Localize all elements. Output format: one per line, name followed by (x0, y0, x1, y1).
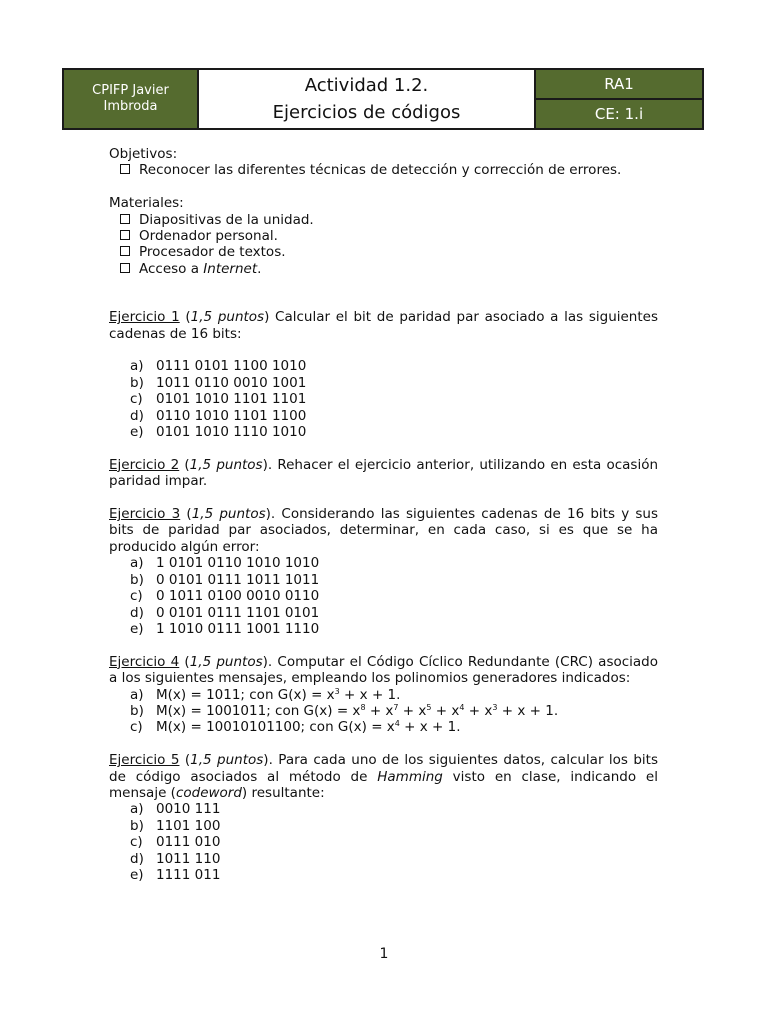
objetivos-item: Reconocer las diferentes técnicas de detección y corrección de errores. (109, 162, 658, 178)
list-item: e) 0101 1010 1110 1010 (130, 424, 307, 441)
institution-cell (64, 70, 199, 128)
materiales-item: Acceso a Internet. (109, 261, 658, 277)
list-item: b) 1011 0110 0010 1001 (130, 374, 307, 391)
checkbox-bullet-icon (120, 230, 130, 240)
checkbox-bullet-icon (120, 246, 130, 256)
objetivos-heading: Objetivos: (109, 146, 178, 162)
document-title: Actividad 1.2. (304, 75, 429, 96)
list-item: e) 1 1010 0111 1001 1110 (130, 620, 320, 637)
exercise-5: Ejercicio 5 (1,5 puntos). Para cada uno de los siguientes datos, calcular los bits de código asociados al método de Hamming visto en clase, indicando el mensaje (codeword) resultante: (109, 752, 659, 801)
materiales-heading: Materiales: (109, 195, 184, 212)
exercise-3-points: 1,5 puntos (191, 506, 266, 523)
list-item: d) 0 0101 0111 1101 0101 (130, 604, 320, 621)
exercise-2-points: 1,5 puntos (189, 456, 263, 473)
list-item: a) 1 0101 0110 1010 1010 (130, 555, 320, 572)
list-item: b) 1101 100 (130, 817, 221, 834)
exercise-2-label: Ejercicio 2 (109, 456, 180, 473)
list-item: c) 0 1011 0100 0010 0110 (130, 588, 320, 605)
exercise-5-points: 1,5 puntos (190, 752, 264, 769)
exercise-3-label: Ejercicio 3 (109, 506, 181, 523)
checkbox-bullet-icon (120, 263, 130, 273)
list-item: c) 0111 010 (130, 834, 221, 851)
exercise-4-points: 1,5 puntos (189, 653, 263, 670)
checkbox-bullet-icon (120, 214, 130, 224)
list-item: d) 1011 110 (130, 850, 221, 867)
exercise-4: Ejercicio 4 (1,5 puntos). Computar el Código Cíclico Redundante (CRC) asociado a los siguientes mensajes, empleando los polinomios generadores indicados: (109, 653, 659, 687)
list-item: a) 0111 0101 1100 1010 (130, 358, 307, 375)
exercise-1: Ejercicio 1 (1,5 puntos) Calcular el bit de paridad par asociado a las siguientes cadenas de 16 bits: (109, 309, 658, 342)
document-body (109, 146, 658, 883)
list-item: a) 0010 111 (130, 801, 221, 818)
criteria-cell (536, 70, 702, 128)
exercise-1-label: Ejercicio 1 (109, 309, 180, 326)
list-item: c) M(x) = 10010101100; con $G(x) = x^4 + x + 1$. (130, 719, 461, 736)
exercise-1-points: 1,5 puntos (190, 309, 265, 326)
document-header (62, 68, 704, 130)
checkbox-bullet-icon (120, 164, 130, 174)
exercise-3: Ejercicio 3 (1,5 puntos). Considerando las siguientes cadenas de 16 bits y sus bits de paridad par asociados, determinar, en cada caso, si es que se ha producido algún error: (109, 506, 659, 555)
institution-name-line1: CPIFP Javier (92, 83, 169, 98)
list-item: a) M(x) = 1011; con $G(x) = x^3 + x + 1$. (130, 686, 401, 703)
list-item: b) M(x) = 1001011; con $G(x) = x^8 + x^7 + x^5 + x^4 + x^3 + x + 1$. (130, 702, 559, 719)
materiales-item: Procesador de textos. (109, 244, 658, 260)
materiales-item: Ordenador personal. (109, 228, 658, 244)
materiales-item: Diapositivas de la unidad. (109, 212, 658, 228)
list-item: b) 0 0101 0111 1011 1011 (130, 571, 320, 588)
list-item: e) 1111 011 (130, 866, 221, 883)
institution-name-line2: Imbroda (103, 99, 158, 114)
ce-label: CE: 1.i (536, 98, 702, 128)
ra-label: RA1 (536, 70, 702, 98)
exercise-4-label: Ejercicio 4 (109, 653, 180, 670)
page-number: 1 (379, 946, 389, 962)
document-subtitle: Ejercicios de códigos (272, 102, 461, 123)
exercise-2: Ejercicio 2 (1,5 puntos). Rehacer el ejercicio anterior, utilizando en esta ocasión paridad impar. (109, 456, 659, 490)
title-cell (199, 70, 536, 128)
list-item: d) 0110 1010 1101 1100 (130, 407, 307, 424)
list-item: c) 0101 1010 1101 1101 (130, 391, 307, 408)
exercise-5-label: Ejercicio 5 (109, 752, 180, 769)
